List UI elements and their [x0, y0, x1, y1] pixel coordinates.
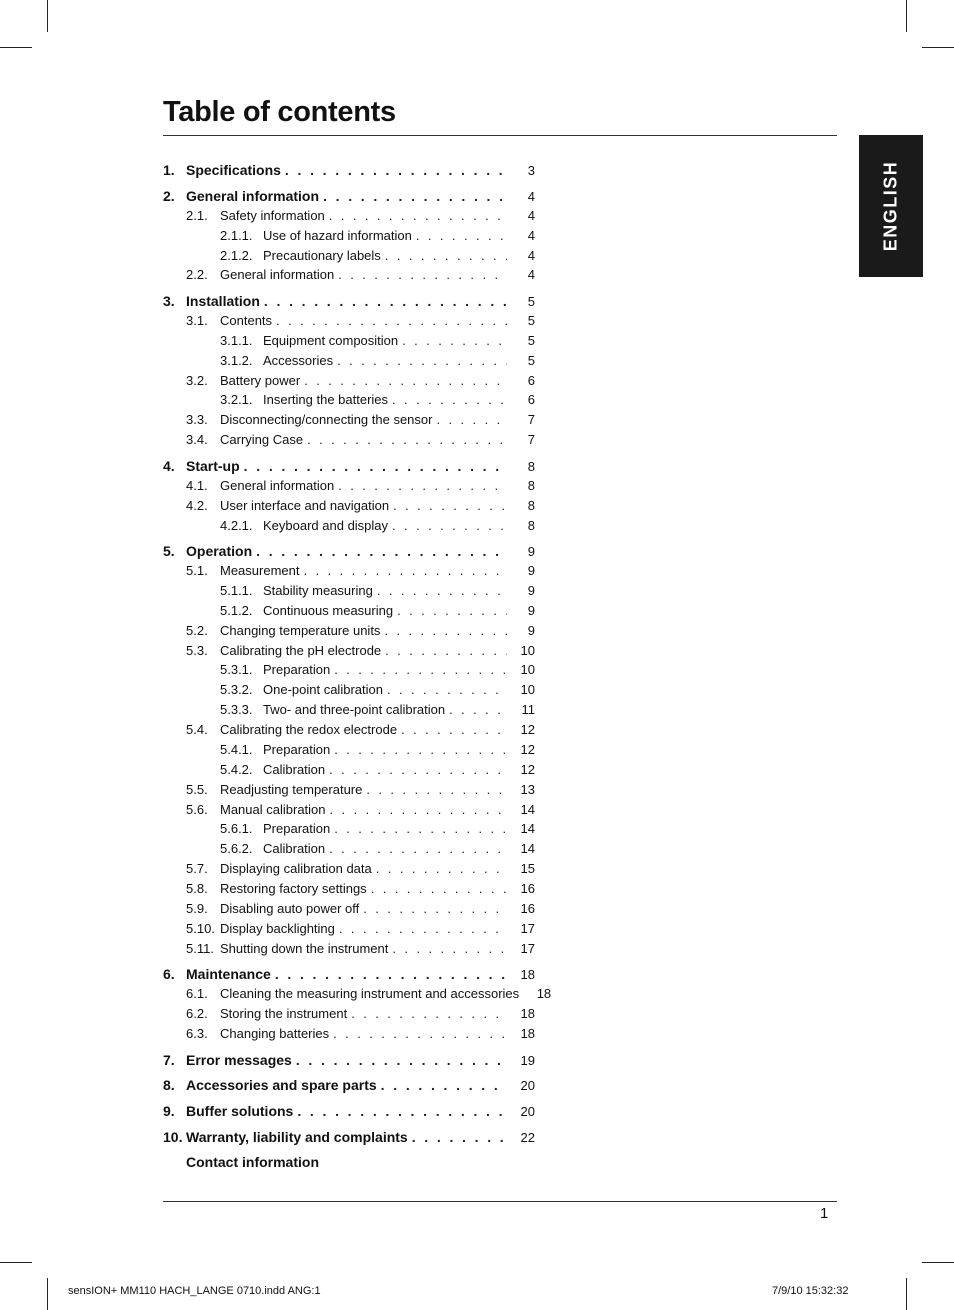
toc-entry-number: 3.2. — [186, 373, 208, 388]
toc-leader-dots — [381, 1075, 507, 1095]
toc-leader-dots — [416, 226, 507, 246]
toc-entry — [163, 1127, 535, 1147]
toc-entry-page: 8 — [527, 498, 535, 513]
toc-entry-number: 5.6.1. — [220, 821, 253, 836]
toc-leader-dots — [334, 740, 507, 760]
toc-entry-number: 4.2. — [186, 498, 208, 513]
toc-entry — [163, 1075, 535, 1095]
toc-entry-title: Safety information — [220, 208, 325, 223]
toc-entry — [163, 660, 535, 680]
toc-entry — [163, 331, 535, 351]
toc-entry-page: 8 — [527, 459, 535, 474]
toc-entry-page: 10 — [520, 682, 535, 697]
toc-entry-page: 18 — [536, 986, 552, 1001]
crop-mark — [47, 1278, 48, 1310]
toc-entry-number: 10. — [163, 1129, 183, 1145]
toc-entry — [163, 351, 535, 371]
toc-entry-page: 4 — [527, 189, 535, 204]
toc-entry — [163, 456, 535, 476]
toc-entry-number: 1. — [163, 162, 175, 178]
toc-entry-page: 14 — [520, 841, 535, 856]
toc-entry-title: Changing temperature units — [220, 623, 381, 638]
toc-entry — [163, 859, 535, 879]
toc-entry-number: 6.3. — [186, 1026, 208, 1041]
toc-entry-title: Display backlighting — [220, 921, 335, 936]
toc-entry-title: Battery power — [220, 373, 301, 388]
toc-leader-dots — [244, 456, 507, 476]
toc-leader-dots — [275, 964, 507, 984]
toc-entry-number: 2.1.2. — [220, 248, 253, 263]
toc-leader-dots — [401, 720, 507, 740]
toc-entry-number: 5.1. — [186, 563, 208, 578]
toc-entry-title: Shutting down the instrument — [220, 941, 389, 956]
toc-entry-title: Buffer solutions — [186, 1103, 294, 1119]
toc-entry — [163, 390, 535, 410]
toc-entry-title: Calibration — [263, 762, 326, 777]
toc-entry — [163, 621, 535, 641]
toc-entry — [163, 265, 535, 285]
toc-leader-dots — [376, 859, 507, 879]
toc-entry-number: 9. — [163, 1103, 175, 1119]
crop-mark — [906, 0, 907, 32]
toc-entry-title: Restoring factory settings — [220, 881, 367, 896]
toc-leader-dots — [329, 839, 507, 859]
toc-leader-dots — [393, 496, 507, 516]
toc-entry-title: Warranty, liability and complaints — [186, 1129, 408, 1145]
toc-entry — [163, 680, 535, 700]
toc-leader-dots — [330, 800, 507, 820]
toc-leader-dots — [297, 1101, 507, 1121]
toc-entry — [163, 476, 535, 496]
page-number: 1 — [820, 1205, 829, 1222]
toc-leader-dots — [412, 1127, 507, 1147]
toc-entry-number: 5.3. — [186, 643, 208, 658]
toc-leader-dots — [296, 1050, 507, 1070]
toc-entry-title: Inserting the batteries — [263, 392, 389, 407]
toc-entry-number: 3.3. — [186, 412, 208, 427]
toc-entry-page: 6 — [527, 373, 535, 388]
toc-entry-title: Continuous measuring — [263, 603, 394, 618]
toc-entry-title: Calibration — [263, 841, 326, 856]
toc-entry-title: User interface and navigation — [220, 498, 390, 513]
toc-leader-dots — [384, 621, 507, 641]
toc-entry-title: Calibrating the pH electrode — [220, 643, 382, 658]
toc-leader-dots — [333, 1024, 507, 1044]
toc-entry-page: 10 — [520, 662, 535, 677]
toc-entry — [163, 561, 535, 581]
toc-entry-number: 3.1.1. — [220, 333, 253, 348]
toc-entry-page: 9 — [527, 563, 535, 578]
toc-entry — [163, 246, 535, 266]
footer-rule — [163, 1201, 837, 1202]
footer-datetime: 7/9/10 15:32:32 — [772, 1285, 849, 1297]
toc-entry-page: 7 — [527, 412, 535, 427]
toc-entry-page: 5 — [527, 333, 535, 348]
toc-entry-number: 3.1. — [186, 313, 208, 328]
toc-leader-dots — [371, 879, 507, 899]
toc-entry — [163, 581, 535, 601]
toc-entry-title: Installation — [186, 293, 260, 309]
toc-entry-number: 6.2. — [186, 1006, 208, 1021]
toc-leader-dots — [303, 561, 507, 581]
toc-entry-title: General information — [186, 188, 320, 204]
toc-entry-title: Preparation — [263, 742, 331, 757]
toc-entry-page: 22 — [520, 1130, 535, 1145]
toc-leader-dots — [363, 899, 507, 919]
toc-leader-dots — [377, 581, 507, 601]
toc-entry-page: 5 — [527, 313, 535, 328]
toc-entry-title: One-point calibration — [263, 682, 383, 697]
toc-entry — [163, 800, 535, 820]
toc-entry-number: 5.1.2. — [220, 603, 253, 618]
toc-leader-dots — [338, 476, 507, 496]
crop-mark — [0, 47, 32, 48]
toc-entry-title: Operation — [186, 543, 253, 559]
toc-entry-title: Carrying Case — [220, 432, 304, 447]
toc-entry — [163, 879, 535, 899]
toc-entry-title: Calibrating the redox electrode — [220, 722, 398, 737]
toc-entry-page: 10 — [520, 643, 535, 658]
toc-entry-title: Preparation — [263, 821, 331, 836]
toc-entry-page: 18 — [520, 967, 535, 982]
toc-leader-dots — [392, 516, 507, 536]
toc-entry-number: 5.4.1. — [220, 742, 253, 757]
toc-entry — [163, 740, 535, 760]
toc-entry-page: 12 — [520, 742, 535, 757]
toc-entry-number: 5.1.1. — [220, 583, 253, 598]
toc-entry-page: 9 — [527, 603, 535, 618]
toc-entry-page: 5 — [527, 353, 535, 368]
toc-entry-number: 3.2.1. — [220, 392, 253, 407]
toc-entry-title: Start-up — [186, 458, 240, 474]
toc-leader-dots — [385, 246, 507, 266]
toc-leader-dots — [307, 430, 507, 450]
toc-entry-number: 5.10. — [186, 921, 215, 936]
toc-leader-dots — [276, 311, 507, 331]
toc-entry-title: Readjusting temperature — [220, 782, 363, 797]
toc-entry — [163, 839, 535, 859]
toc-entry-title: Accessories and spare parts — [186, 1077, 377, 1093]
toc-entry — [163, 541, 535, 561]
crop-mark — [47, 0, 48, 32]
toc-entry-title: Changing batteries — [220, 1026, 330, 1041]
toc-entry — [163, 641, 535, 661]
toc-leader-dots — [387, 680, 507, 700]
toc-entry-number: 4.2.1. — [220, 518, 253, 533]
toc-entry-page: 9 — [527, 623, 535, 638]
toc-entry-number: 5. — [163, 543, 175, 559]
toc-leader-dots — [339, 919, 507, 939]
toc-leader-dots — [337, 351, 507, 371]
toc-entry — [163, 601, 535, 621]
toc-entry-number: 5.4. — [186, 722, 208, 737]
toc-entry-number: 5.7. — [186, 861, 208, 876]
toc-entry-title: Displaying calibration data — [220, 861, 372, 876]
header-rule — [163, 135, 837, 136]
toc-leader-dots — [392, 939, 507, 959]
toc-entry-page: 4 — [527, 248, 535, 263]
toc-entry-title: Use of hazard information — [263, 228, 412, 243]
toc-entry — [163, 371, 535, 391]
toc-entry-title: Equipment composition — [263, 333, 399, 348]
toc-entry-number: 5.9. — [186, 901, 208, 916]
toc-leader-dots — [351, 1004, 507, 1024]
toc-entry-number: 4. — [163, 458, 175, 474]
toc-entry-number: 2. — [163, 188, 175, 204]
toc-entry-number: 5.5. — [186, 782, 208, 797]
toc-entry-page: 5 — [527, 294, 535, 309]
toc-entry-title: Preparation — [263, 662, 331, 677]
toc-entry-number: 5.11. — [186, 941, 214, 956]
toc-leader-dots — [392, 390, 507, 410]
toc-entry-number: 5.3.3. — [220, 702, 253, 717]
toc-entry-page: 20 — [520, 1078, 535, 1093]
toc-entry-number: 2.2. — [186, 267, 208, 282]
toc-entry-page: 4 — [527, 208, 535, 223]
toc-entry-page: 8 — [527, 518, 535, 533]
toc-entry-page: 17 — [520, 941, 535, 956]
toc-entry-page: 8 — [527, 478, 535, 493]
toc-entry — [163, 1050, 535, 1070]
toc-entry-page: 16 — [520, 881, 535, 896]
toc-entry-title: Keyboard and display — [263, 518, 389, 533]
toc-entry — [163, 720, 535, 740]
toc-leader-dots — [323, 186, 507, 206]
toc-entry-page: 19 — [520, 1053, 535, 1068]
toc-entry-page: 12 — [520, 722, 535, 737]
toc-entry-number: 3.4. — [186, 432, 208, 447]
toc-entry-number: 5.3.1. — [220, 662, 253, 677]
footer-file-info: sensION+ MM110 HACH_LANGE 0710.indd ANG:1 — [68, 1285, 321, 1297]
toc-entry-title: Error messages — [186, 1052, 292, 1068]
crop-mark — [0, 1262, 32, 1263]
toc-leader-dots — [402, 331, 507, 351]
toc-entry-page: 17 — [520, 921, 535, 936]
toc-entry-page: 4 — [527, 228, 535, 243]
toc-entry-number: 5.2. — [186, 623, 208, 638]
toc-entry-title: Cleaning the measuring instrument and accessories — [220, 986, 520, 1001]
toc-entry — [163, 160, 535, 180]
toc-entry — [163, 919, 535, 939]
language-tab — [859, 135, 923, 277]
toc-entry-title: Disabling auto power off — [220, 901, 360, 916]
toc-entry-page: 7 — [527, 432, 535, 447]
toc-entry-title: Stability measuring — [263, 583, 373, 598]
toc-leader-dots — [334, 660, 507, 680]
toc-entry-title: Measurement — [220, 563, 300, 578]
toc-entry-title: Precautionary labels — [263, 248, 381, 263]
toc-entry-page: 13 — [520, 782, 535, 797]
toc-leader-dots — [436, 410, 507, 430]
toc-leader-dots — [385, 641, 507, 661]
toc-entry-page: 9 — [527, 544, 535, 559]
toc-entry-page: 16 — [520, 901, 535, 916]
crop-mark — [922, 1262, 954, 1263]
toc-entry-page: 12 — [520, 762, 535, 777]
toc-entry — [163, 410, 535, 430]
toc-entry-number: 6.1. — [186, 986, 208, 1001]
toc-entry — [163, 819, 535, 839]
toc-entry-title: Two- and three-point calibration — [263, 702, 446, 717]
toc-entry-page: 6 — [527, 392, 535, 407]
toc-leader-dots — [304, 371, 507, 391]
toc-entry-page: 4 — [527, 267, 535, 282]
toc-entry — [163, 291, 535, 311]
toc-entry — [163, 964, 535, 984]
toc-entry-title: Accessories — [263, 353, 334, 368]
toc-entry-page: 3 — [527, 163, 535, 178]
toc-entry — [163, 311, 535, 331]
toc-leader-dots — [256, 541, 507, 561]
toc-entry — [163, 496, 535, 516]
toc-entry-page: 14 — [520, 821, 535, 836]
toc-entry-number: 3.1.2. — [220, 353, 253, 368]
toc-entry — [163, 1152, 535, 1172]
toc-entry-title: Disconnecting/connecting the sensor — [220, 412, 433, 427]
toc-entry-number: 5.4.2. — [220, 762, 253, 777]
toc-leader-dots — [264, 291, 507, 311]
toc-entry-title: Manual calibration — [220, 802, 326, 817]
toc-entry — [163, 780, 535, 800]
toc-entry-number: 3. — [163, 293, 175, 309]
language-tab-label: ENGLISH — [880, 160, 901, 252]
toc-entry-title: Contents — [220, 313, 273, 328]
toc-entry — [163, 700, 535, 720]
toc-entry-number: 4.1. — [186, 478, 208, 493]
toc-entry-title: Storing the instrument — [220, 1006, 348, 1021]
toc-entry — [163, 516, 535, 536]
toc-leader-dots — [366, 780, 507, 800]
toc-entry-page: 11 — [521, 702, 535, 717]
toc-leader-dots — [329, 206, 507, 226]
toc-entry-number: 7. — [163, 1052, 175, 1068]
toc-entry — [163, 186, 535, 206]
toc-entry-title: General information — [220, 267, 335, 282]
toc-leader-dots — [449, 700, 507, 720]
toc-entry-title: General information — [220, 478, 335, 493]
toc-entry — [163, 226, 535, 246]
toc-entry-number: 5.8. — [186, 881, 208, 896]
toc-entry-page: 20 — [520, 1104, 535, 1119]
toc-entry — [163, 760, 535, 780]
toc-entry-number: 5.6.2. — [220, 841, 253, 856]
toc-entry-page: 18 — [520, 1026, 535, 1041]
toc-entry-number: 2.1. — [186, 208, 208, 223]
toc-entry — [163, 1004, 535, 1024]
toc-leader-dots — [397, 601, 507, 621]
toc-entry — [163, 430, 535, 450]
toc-entry — [163, 1101, 535, 1121]
toc-entry — [163, 939, 535, 959]
toc-entry-title: Maintenance — [186, 966, 271, 982]
toc-entry — [163, 984, 552, 1004]
toc-entry-number: 5.6. — [186, 802, 208, 817]
toc-leader-dots — [329, 760, 507, 780]
toc-leader-dots — [285, 160, 507, 180]
page-title: Table of contents — [163, 96, 396, 128]
toc-entry-number: 5.3.2. — [220, 682, 253, 697]
toc-entry-number: 6. — [163, 966, 175, 982]
toc-entry — [163, 1024, 535, 1044]
toc-leader-dots — [334, 819, 507, 839]
crop-mark — [906, 1278, 907, 1310]
toc-entry-title: Contact information — [186, 1154, 319, 1170]
crop-mark — [922, 47, 954, 48]
toc-entry-page: 9 — [527, 583, 535, 598]
toc-entry-number: 2.1.1. — [220, 228, 253, 243]
toc-leader-dots — [338, 265, 507, 285]
toc-entry-page: 15 — [520, 861, 535, 876]
toc-entry-page: 18 — [520, 1006, 535, 1021]
toc-entry-number: 8. — [163, 1077, 175, 1093]
toc-entry — [163, 206, 535, 226]
toc-entry-title: Specifications — [186, 162, 281, 178]
toc-entry-page: 14 — [520, 802, 535, 817]
toc-entry — [163, 899, 535, 919]
